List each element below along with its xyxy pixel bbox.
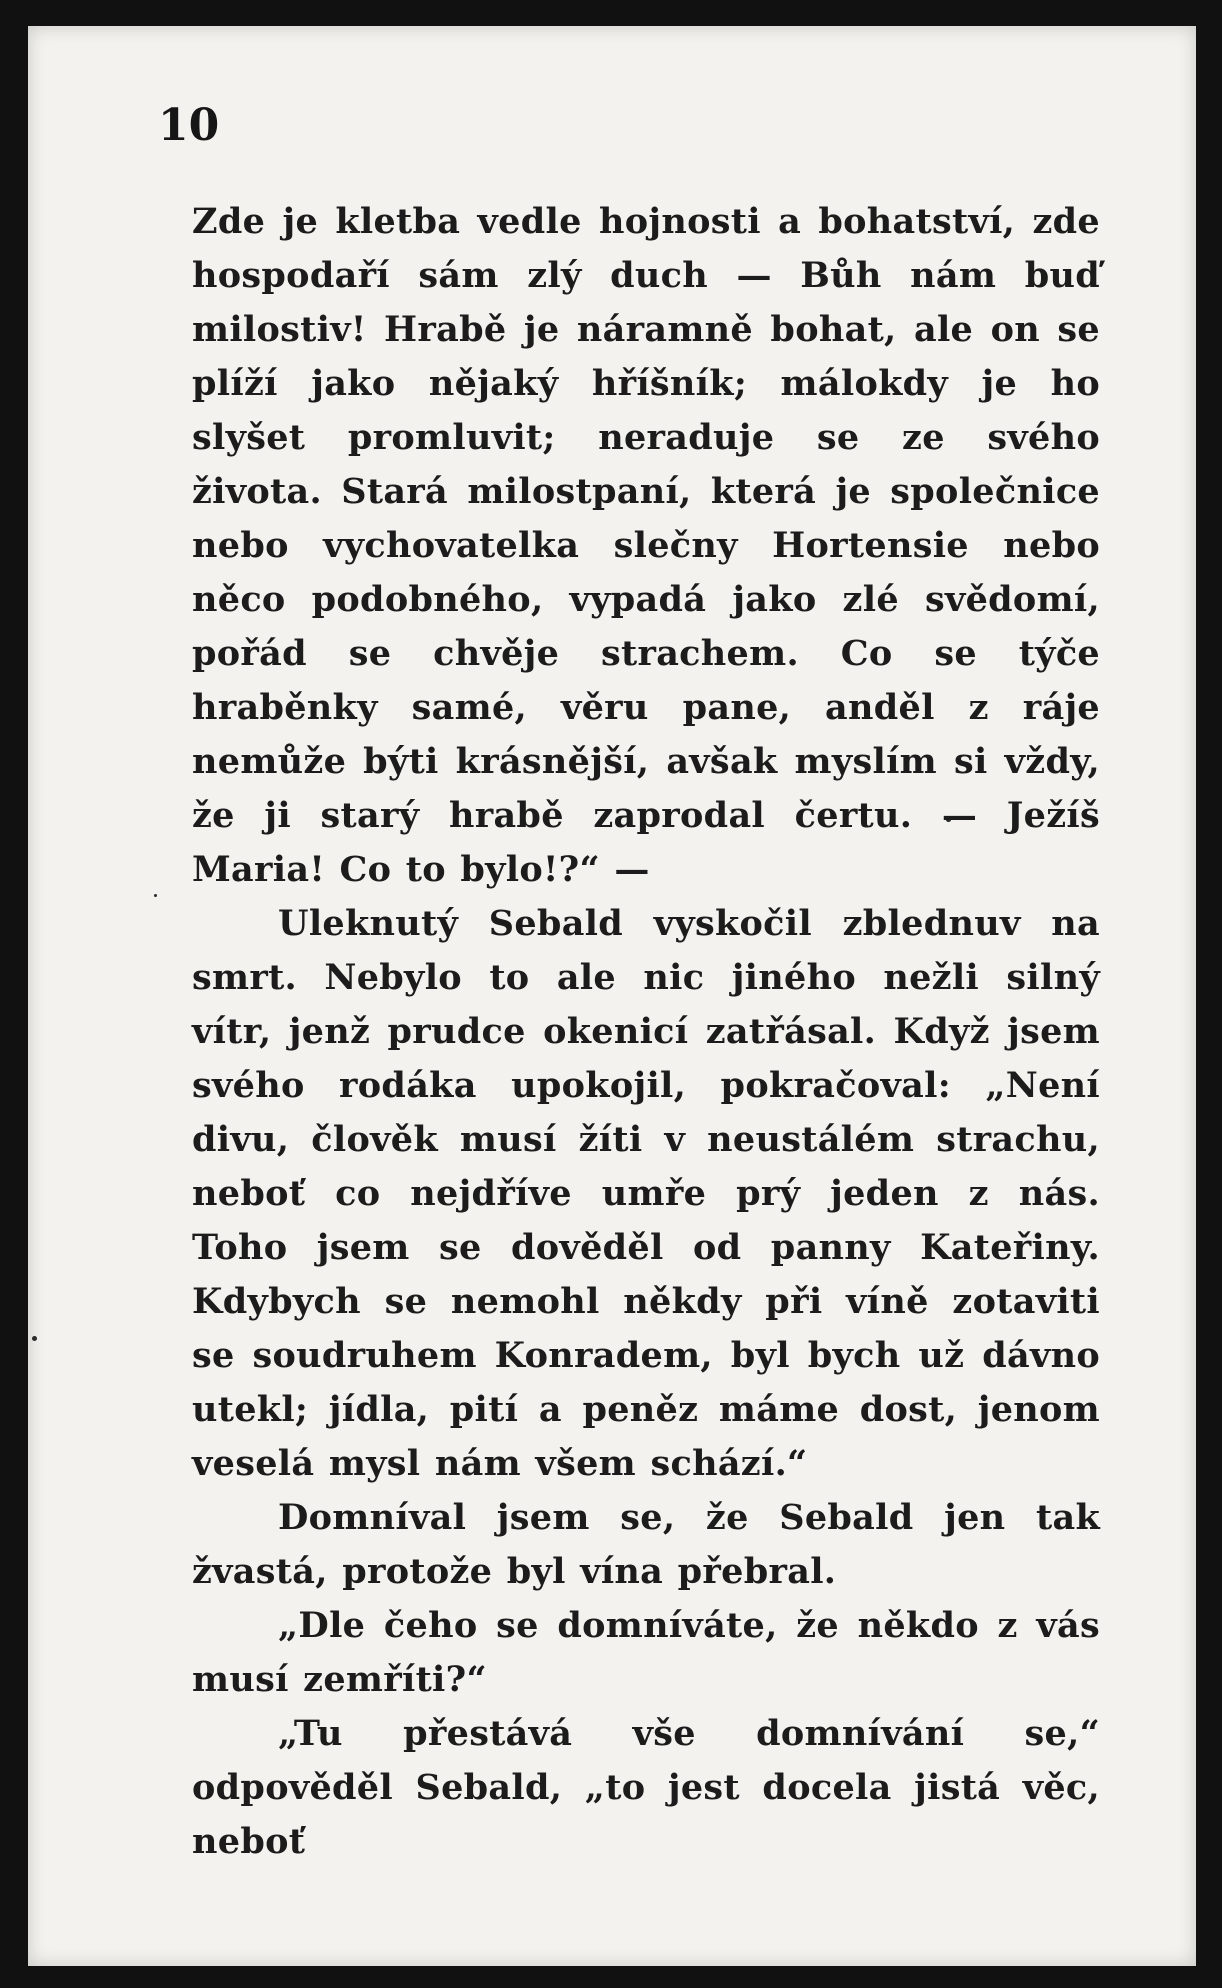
body-text bbox=[192, 195, 1100, 1869]
paragraph-4: „Dle čeho se domníváte, že někdo z vás musí zemříti?“ bbox=[192, 1605, 1100, 1700]
paragraph-5: „Tu přestává vše domnívání se,“ odpověděl Sebald, „to jest docela jistá věc, neboť bbox=[192, 1713, 1100, 1862]
page-number: 10 bbox=[158, 100, 220, 151]
paragraph-1: Zde je kletba vedle hojnosti a bohatství, zde hospodaří sám zlý duch — Bůh nám buď milostiv! Hrabě je náramně bohat, ale on se plíží jako nějaký hříšník; málokdy je ho slyšet promluvit; neraduje se ze svého života. Stará milostpaní, která je společnice nebo vychovatelka slečny Hortensie nebo něco podobného, vypadá jako zlé svědomí, pořád se chvěje strachem. Co se týče hraběnky samé, věru pane, anděl z ráje nemůže býti krásnější, avšak myslím si vždy, že ji starý hrabě zaprodal čertu. — Ježíš Maria! Co to bylo!?“ — bbox=[192, 201, 1100, 890]
paragraph-3: Domníval jsem se, že Sebald jen tak žvastá, protože byl vína přebral. bbox=[192, 1497, 1100, 1592]
print-speck bbox=[32, 1336, 37, 1341]
print-speck bbox=[154, 894, 157, 897]
paragraph-2: Uleknutý Sebald vyskočil zblednuv na smrt. Nebylo to ale nic jiného nežli silný vítr, jenž prudce okenicí zatřásal. Když jsem svého rodáka upokojil, pokračoval: „Není divu, člověk musí žíti v neustálém strachu, neboť co nejdříve umře prý jeden z nás. Toho jsem se dověděl od panny Kateřiny. Kdybych se nemohl někdy při víně zotaviti se soudruhem Konradem, byl bych už dávno utekl; jídla, pití a peněz máme dost, jenom veselá mysl nám všem schází.“ bbox=[192, 903, 1100, 1484]
